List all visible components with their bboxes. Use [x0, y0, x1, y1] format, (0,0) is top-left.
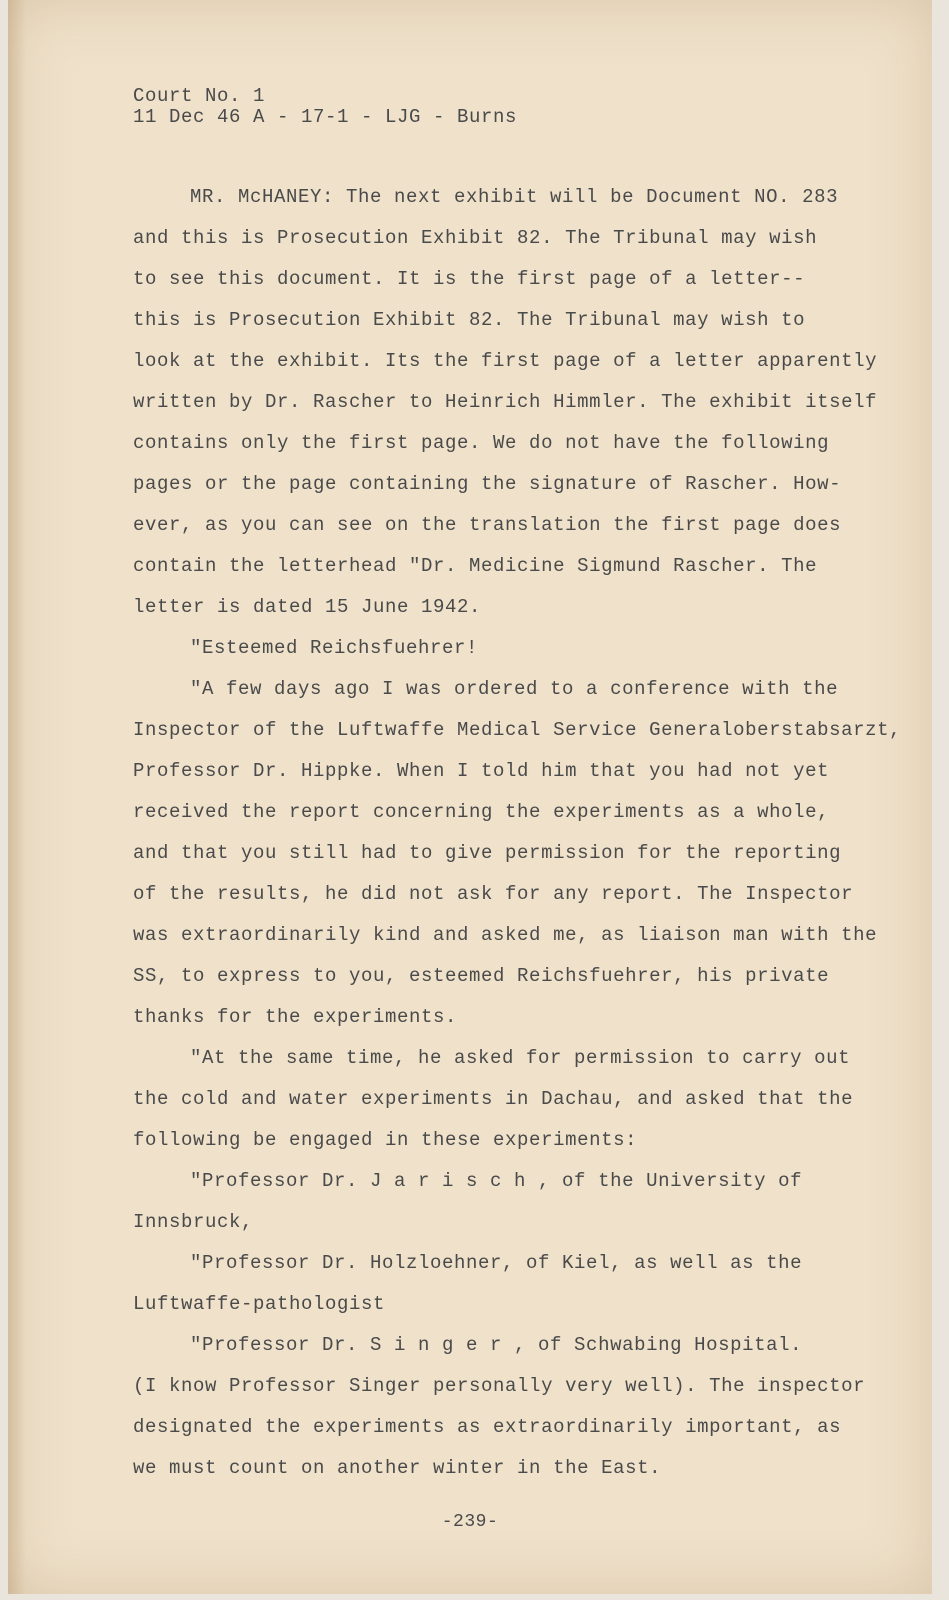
body-line: "Professor Dr. J a r i s c h , of the University of — [190, 1170, 803, 1192]
body-line: SS, to express to you, esteemed Reichsfuehrer, his private — [133, 965, 830, 987]
body-line: was extraordinarily kind and asked me, as liaison man with the — [133, 924, 878, 946]
body-line: (I know Professor Singer personally very well). The inspector — [133, 1375, 866, 1397]
body-line: "A few days ago I was ordered to a conference with the — [190, 678, 839, 700]
body-line: designated the experiments as extraordinarily important, as — [133, 1416, 842, 1438]
header-session-line: 11 Dec 46 A - 17-1 - LJG - Burns — [133, 106, 518, 128]
body-line: written by Dr. Rascher to Heinrich Himmler. The exhibit itself — [133, 391, 878, 413]
document-page — [8, 0, 932, 1594]
body-line: "At the same time, he asked for permission to carry out — [190, 1047, 851, 1069]
body-line: received the report concerning the experiments as a whole, — [133, 801, 830, 823]
body-line: thanks for the experiments. — [133, 1006, 458, 1028]
body-line: we must count on another winter in the East. — [133, 1457, 662, 1479]
body-line: letter is dated 15 June 1942. — [133, 596, 482, 618]
body-line: the cold and water experiments in Dachau, and asked that the — [133, 1088, 854, 1110]
body-line: Inspector of the Luftwaffe Medical Service Generaloberstabsarzt, — [133, 719, 902, 741]
body-line: this is Prosecution Exhibit 82. The Tribunal may wish to — [133, 309, 806, 331]
body-line: "Esteemed Reichsfuehrer! — [190, 637, 479, 659]
body-line: contains only the first page. We do not have the following — [133, 432, 830, 454]
body-line: to see this document. It is the first page of a letter-- — [133, 268, 806, 290]
body-line: look at the exhibit. Its the first page of a letter apparently — [133, 350, 878, 372]
body-line: "Professor Dr. Holzloehner, of Kiel, as well as the — [190, 1252, 803, 1274]
page-edge-shadow — [8, 0, 26, 1594]
body-line: Professor Dr. Hippke. When I told him that you had not yet — [133, 760, 830, 782]
body-line: contain the letterhead "Dr. Medicine Sigmund Rascher. The — [133, 555, 818, 577]
body-line: and that you still had to give permission for the reporting — [133, 842, 842, 864]
body-line: Innsbruck, — [133, 1211, 254, 1233]
header-court: Court No. 1 — [133, 85, 266, 107]
page-number: -239- — [441, 1512, 499, 1532]
body-line: following be engaged in these experiments: — [133, 1129, 638, 1151]
body-line: MR. McHANEY: The next exhibit will be Document NO. 283 — [190, 186, 839, 208]
body-line: ever, as you can see on the translation the first page does — [133, 514, 842, 536]
body-line: Luftwaffe-pathologist — [133, 1293, 386, 1315]
body-line: of the results, he did not ask for any report. The Inspector — [133, 883, 854, 905]
body-line: "Professor Dr. S i n g e r , of Schwabing Hospital. — [190, 1334, 803, 1356]
body-line: and this is Prosecution Exhibit 82. The Tribunal may wish — [133, 227, 818, 249]
body-line: pages or the page containing the signature of Rascher. How- — [133, 473, 842, 495]
